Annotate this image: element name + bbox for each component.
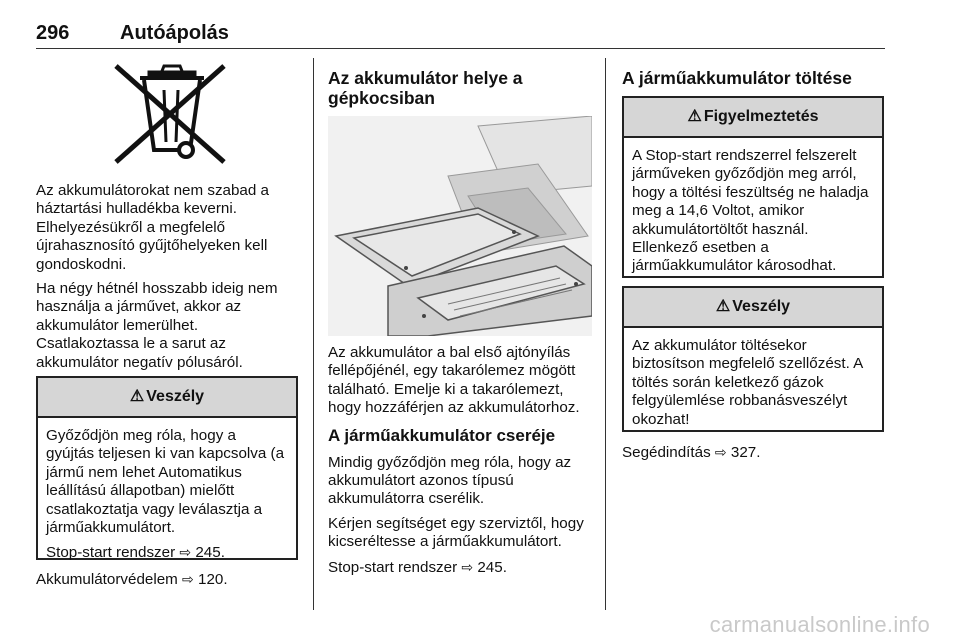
danger-box-text: Az akkumulátor töltésekor biztosítson megfelelő szellőzést. A töltés során keletkező gázok felgyülemlése robbanásveszélyt okozhat! bbox=[632, 337, 863, 428]
battery-protection-ref[interactable]: Akkumulátorvédelem ⇨ 120. bbox=[36, 571, 228, 588]
reference-arrow-icon: ⇨ bbox=[461, 558, 474, 575]
jump-start-ref[interactable]: Segédindítás ⇨ 327. bbox=[622, 444, 761, 461]
replace-paragraph-2: Kérjen segítséget egy szerviztől, hogy kicseréltesse a járműakkumulátort. bbox=[328, 514, 584, 551]
warning-triangle-icon: ⚠ bbox=[129, 387, 145, 405]
danger-box-header bbox=[38, 378, 296, 418]
danger-box-title: Veszély bbox=[732, 297, 791, 315]
battery-charging-heading: A járműakkumulátor töltése bbox=[622, 68, 852, 88]
reference-arrow-icon: ⇨ bbox=[182, 571, 194, 587]
reference-arrow-icon: ⇨ bbox=[714, 444, 727, 460]
warning-box-header bbox=[624, 98, 882, 138]
section-title: Autóápolás bbox=[120, 22, 229, 44]
battery-location-heading: Az akkumulátor helye a gépkocsiban bbox=[328, 68, 523, 108]
danger-box-text: Győződjön meg róla, hogy a gyújtás teljesen ki van kapcsolva (a jármű nem lehet Automatikus leállítású állapotban) mielőtt csatlakoztatja vagy leválasztja a járműakkumulátort. bbox=[46, 427, 285, 537]
warning-box-text: A Stop-start rendszerrel felszerelt járműveken győződjön meg arról, hogy a töltési feszültség ne haladja meg a 14,6 Voltot, amikor akkumulátortöltőt használ. Ellenkező esetben a járműakkumulátor károsodhat. bbox=[632, 147, 869, 275]
stop-start-ref[interactable]: Stop-start rendszer ⇨ 245. bbox=[328, 558, 507, 576]
site-watermark: carmanualsonline.info bbox=[709, 612, 930, 637]
danger-box-header bbox=[624, 288, 882, 328]
column-divider-right bbox=[605, 58, 606, 610]
danger-box-charging bbox=[622, 286, 884, 432]
danger-box-ignition bbox=[36, 376, 298, 560]
page-number: 296 bbox=[36, 22, 70, 44]
warning-box-title: Figyelmeztetés bbox=[703, 107, 819, 125]
reference-arrow-icon: ⇨ bbox=[179, 544, 192, 561]
column-divider-left bbox=[313, 58, 314, 610]
danger-box-title: Veszély bbox=[146, 387, 205, 405]
battery-replace-heading: A járműakkumulátor cseréje bbox=[328, 425, 556, 445]
battery-location-illustration bbox=[328, 116, 592, 336]
warning-triangle-icon: ⚠ bbox=[687, 107, 702, 125]
warning-triangle-icon: ⚠ bbox=[715, 297, 731, 315]
warning-box bbox=[622, 96, 884, 278]
battery-location-text: Az akkumulátor a bal első ajtónyílás fellépőjénél, egy takarólemez mögött található. Emelje ki a takarólemezt, hogy hozzáférjen az akkumulátorhoz. bbox=[328, 344, 580, 417]
disposal-paragraph: Az akkumulátorokat nem szabad a háztartási hulladékba keverni. Elhelyezésükről a megfelelő újrahasznosító gyűjtőhelyeken kell gondoskodni. bbox=[36, 182, 269, 273]
header-rule bbox=[36, 48, 885, 49]
danger-box-ref[interactable]: Stop-start rendszer ⇨ 245. bbox=[46, 544, 225, 562]
storage-paragraph: Ha négy hétnél hosszabb ideig nem használja a járművet, akkor az akkumulátor lemerülhet. Csatlakoztassa le a sarut az akkumulátor negatív pólusáról. bbox=[36, 280, 278, 371]
replace-paragraph-1: Mindig győződjön meg róla, hogy az akkumulátort azonos típusú akkumulátorra cserélik. bbox=[328, 453, 572, 508]
